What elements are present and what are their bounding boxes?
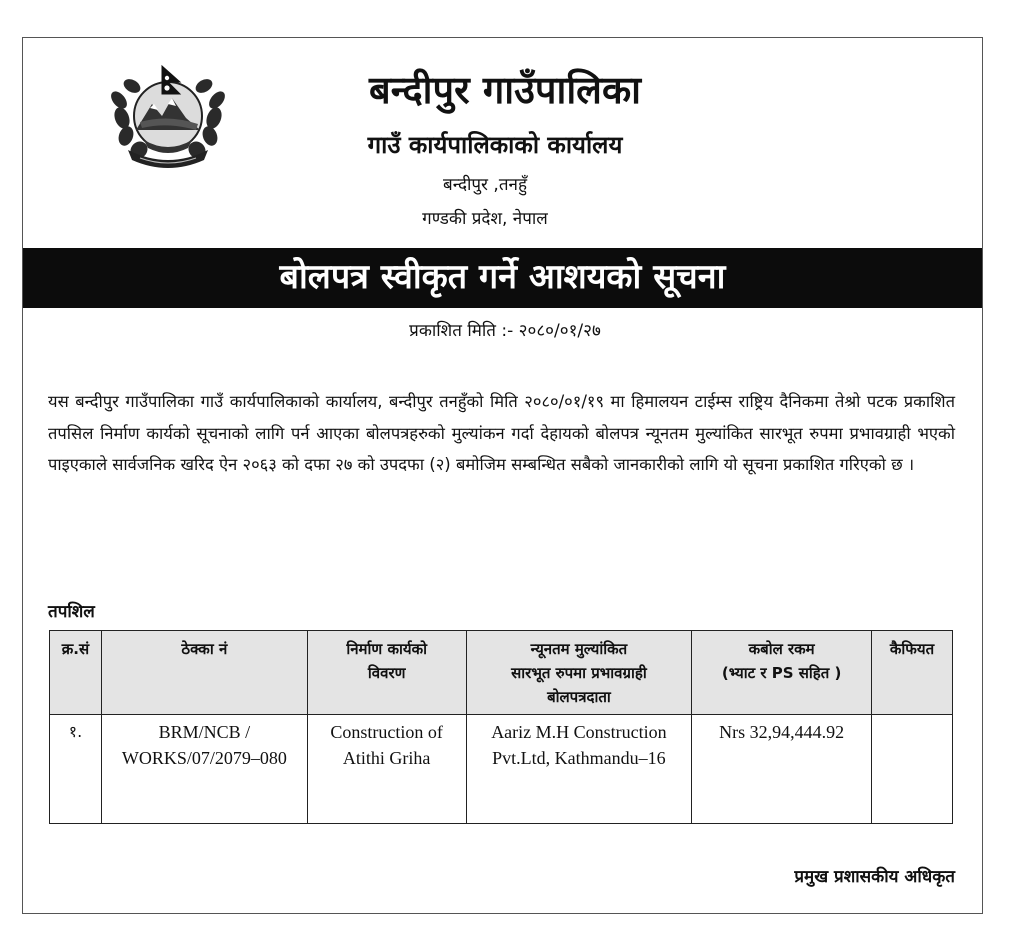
signatory-title: प्रमुख प्रशासकीय अधिकृत [794, 867, 955, 887]
notice-body-paragraph: यस बन्दीपुर गाउँपालिका गाउँ कार्यपालिकाको कार्यालय, बन्दीपुर तनहुँको मिति २०८०/०१/१९ मा हिमालयन टाईम्स राष्ट्रिय दैनिकमा तेश्रो पटक प्रकाशित तपसिल निर्माण कार्यको सूचनाको लागि पर्न आएका बोलपत्रहरुको मुल्यांकन गर्दा देहायको बोलपत्र न्यूनतम मुल्यांकित सारभूत रुपमा प्रभावग्राही भएको पाइएकाले सार्वजनिक खरिद ऐन २०६३ को दफा २७ को उपदफा (२) बमोजिम सम्बन्धित सबैको जानकारीको लागि यो सूचना प्रकाशित गरिएको छ । [48, 392, 955, 474]
table-caption: तपशिल [48, 602, 95, 622]
office-subtitle: गाउँ कार्यपालिकाको कार्यालय [367, 131, 623, 159]
address-line-1: बन्दीपुर ,तनहुँ [443, 175, 527, 195]
header-bid-amount: कबोल रकम (भ्याट र PS सहित ) [692, 631, 872, 715]
table-row [50, 715, 953, 824]
bid-details-table [49, 630, 953, 824]
cell-remarks [872, 715, 953, 824]
header-work-description: निर्माण कार्यको विवरण [307, 631, 466, 715]
cell-bidder: Aariz M.H Construction Pvt.Ltd, Kathmandu–16 [466, 715, 692, 824]
nepal-government-emblem-icon [106, 58, 230, 168]
header-remarks: कैफियत [872, 631, 953, 715]
header-contract-no: ठेक्का नं [101, 631, 307, 715]
cell-sn: १. [50, 715, 102, 824]
published-date: प्रकाशित मिति :- २०८०/०१/२७ [409, 321, 601, 341]
header-bidder: न्यूनतम मुल्यांकित सारभूत रुपमा प्रभावग्राही बोलपत्रदाता [466, 631, 692, 715]
municipality-title: बन्दीपुर गाउँपालिका [369, 68, 641, 112]
header-sn: क्र.सं [50, 631, 102, 715]
cell-contract-no: BRM/NCB / WORKS/07/2079–080 [101, 715, 307, 824]
notice-heading-banner: बोलपत्र स्वीकृत गर्ने आशयको सूचना [23, 248, 982, 308]
table-header-row [50, 631, 953, 715]
address-line-2: गण्डकी प्रदेश, नेपाल [422, 209, 548, 229]
cell-bid-amount: Nrs 32,94,444.92 [692, 715, 872, 824]
cell-work-description: Construction of Atithi Griha [307, 715, 466, 824]
